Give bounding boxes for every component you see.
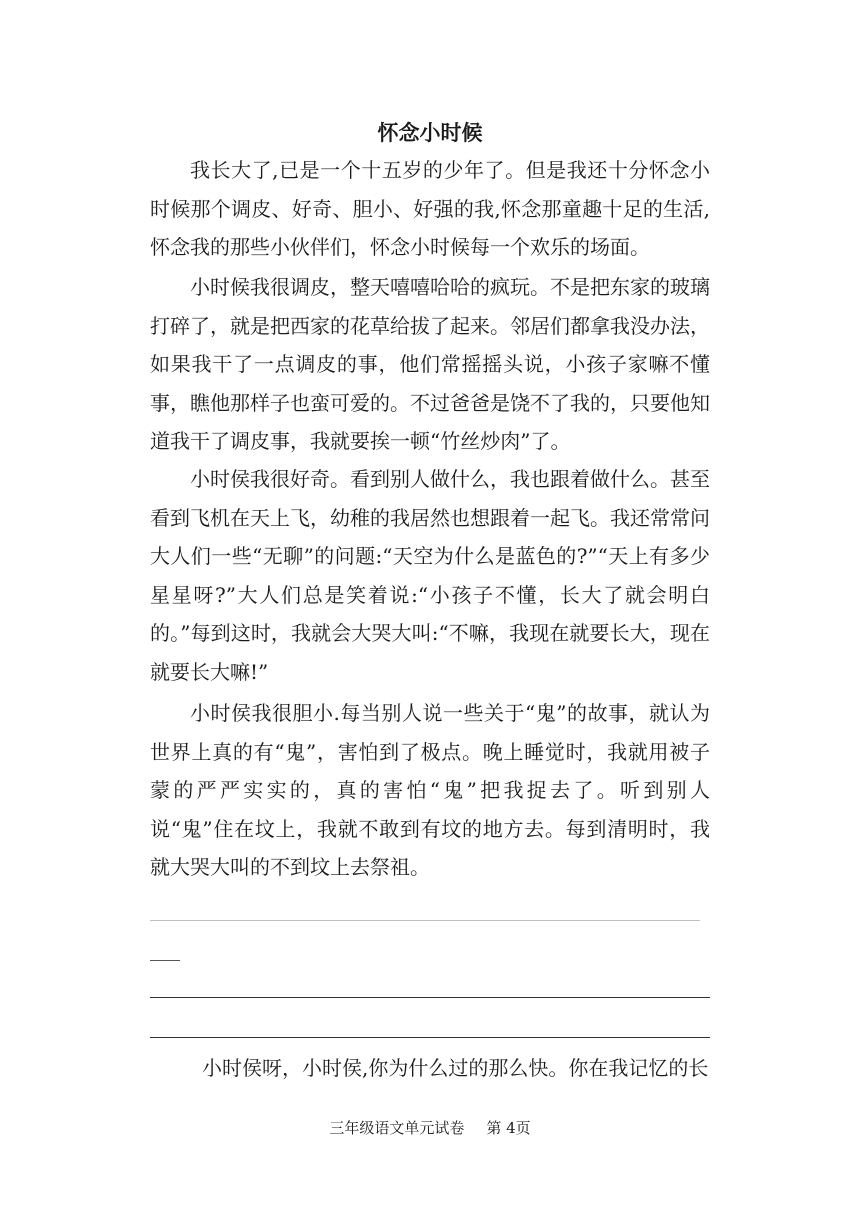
answer-line-1	[150, 920, 700, 921]
page-footer	[0, 1117, 860, 1139]
essay-closing-line: 小时侯呀，小时侯,你为什么过的那么快。你在我记忆的长	[202, 1056, 709, 1080]
essay-paragraph-3: 小时侯我很好奇。看到别人做什么，我也跟着做什么。甚至看到飞机在天上飞，幼稚的我居然也想跟着一起飞。我还常常问大人们一些“无聊”的问题:“天空为什么是蓝色的?”“天上有多少星星呀?”大人们总是笑着说:“小孩子不懂，长大了就会明白的。”每到这时，我就会大哭大叫:“不嘛，我现在就要长大，现在就要长大嘛!”	[150, 467, 710, 684]
essay-title: 怀念小时候	[377, 120, 483, 145]
answer-line-2	[150, 997, 710, 998]
essay-paragraph-2: 小时候我很调皮，整天嘻嘻哈哈的疯玩。不是把东家的玻璃打碎了，就是把西家的花草给拔了起来。邻居们都拿我没办法，如果我干了一点调皮的事，他们常摇摇头说，小孩子家嘛不懂事，瞧他那样子也蛮可爱的。不过爸爸是饶不了我的，只要他知道我干了调皮事，我就要挨一顿“竹丝炒肉”了。	[150, 275, 710, 453]
answer-line-short	[150, 960, 180, 961]
essay-paragraph-1: 我长大了,已是一个十五岁的少年了。但是我还十分怀念小时候那个调皮、好奇、胆小、好强的我,怀念那童趣十足的生活,怀念我的那些小伙伴们，怀念小时候每一个欢乐的场面。	[150, 158, 710, 259]
exam-name: 三年级语文单元试卷	[329, 1119, 465, 1137]
page-number: 第 4页	[486, 1119, 531, 1137]
answer-line-3	[150, 1037, 710, 1038]
essay-paragraph-4: 小时侯我很胆小.每当别人说一些关于“鬼”的故事，就认为世界上真的有“鬼”，害怕到了极点。晚上睡觉时，我就用被子蒙的严严实实的，真的害怕“鬼”把我捉去了。听到别人说“鬼”住在坟上，我就不敢到有坟的地方去。每到清明时，我就大哭大叫的不到坟上去祭祖。	[150, 701, 710, 879]
